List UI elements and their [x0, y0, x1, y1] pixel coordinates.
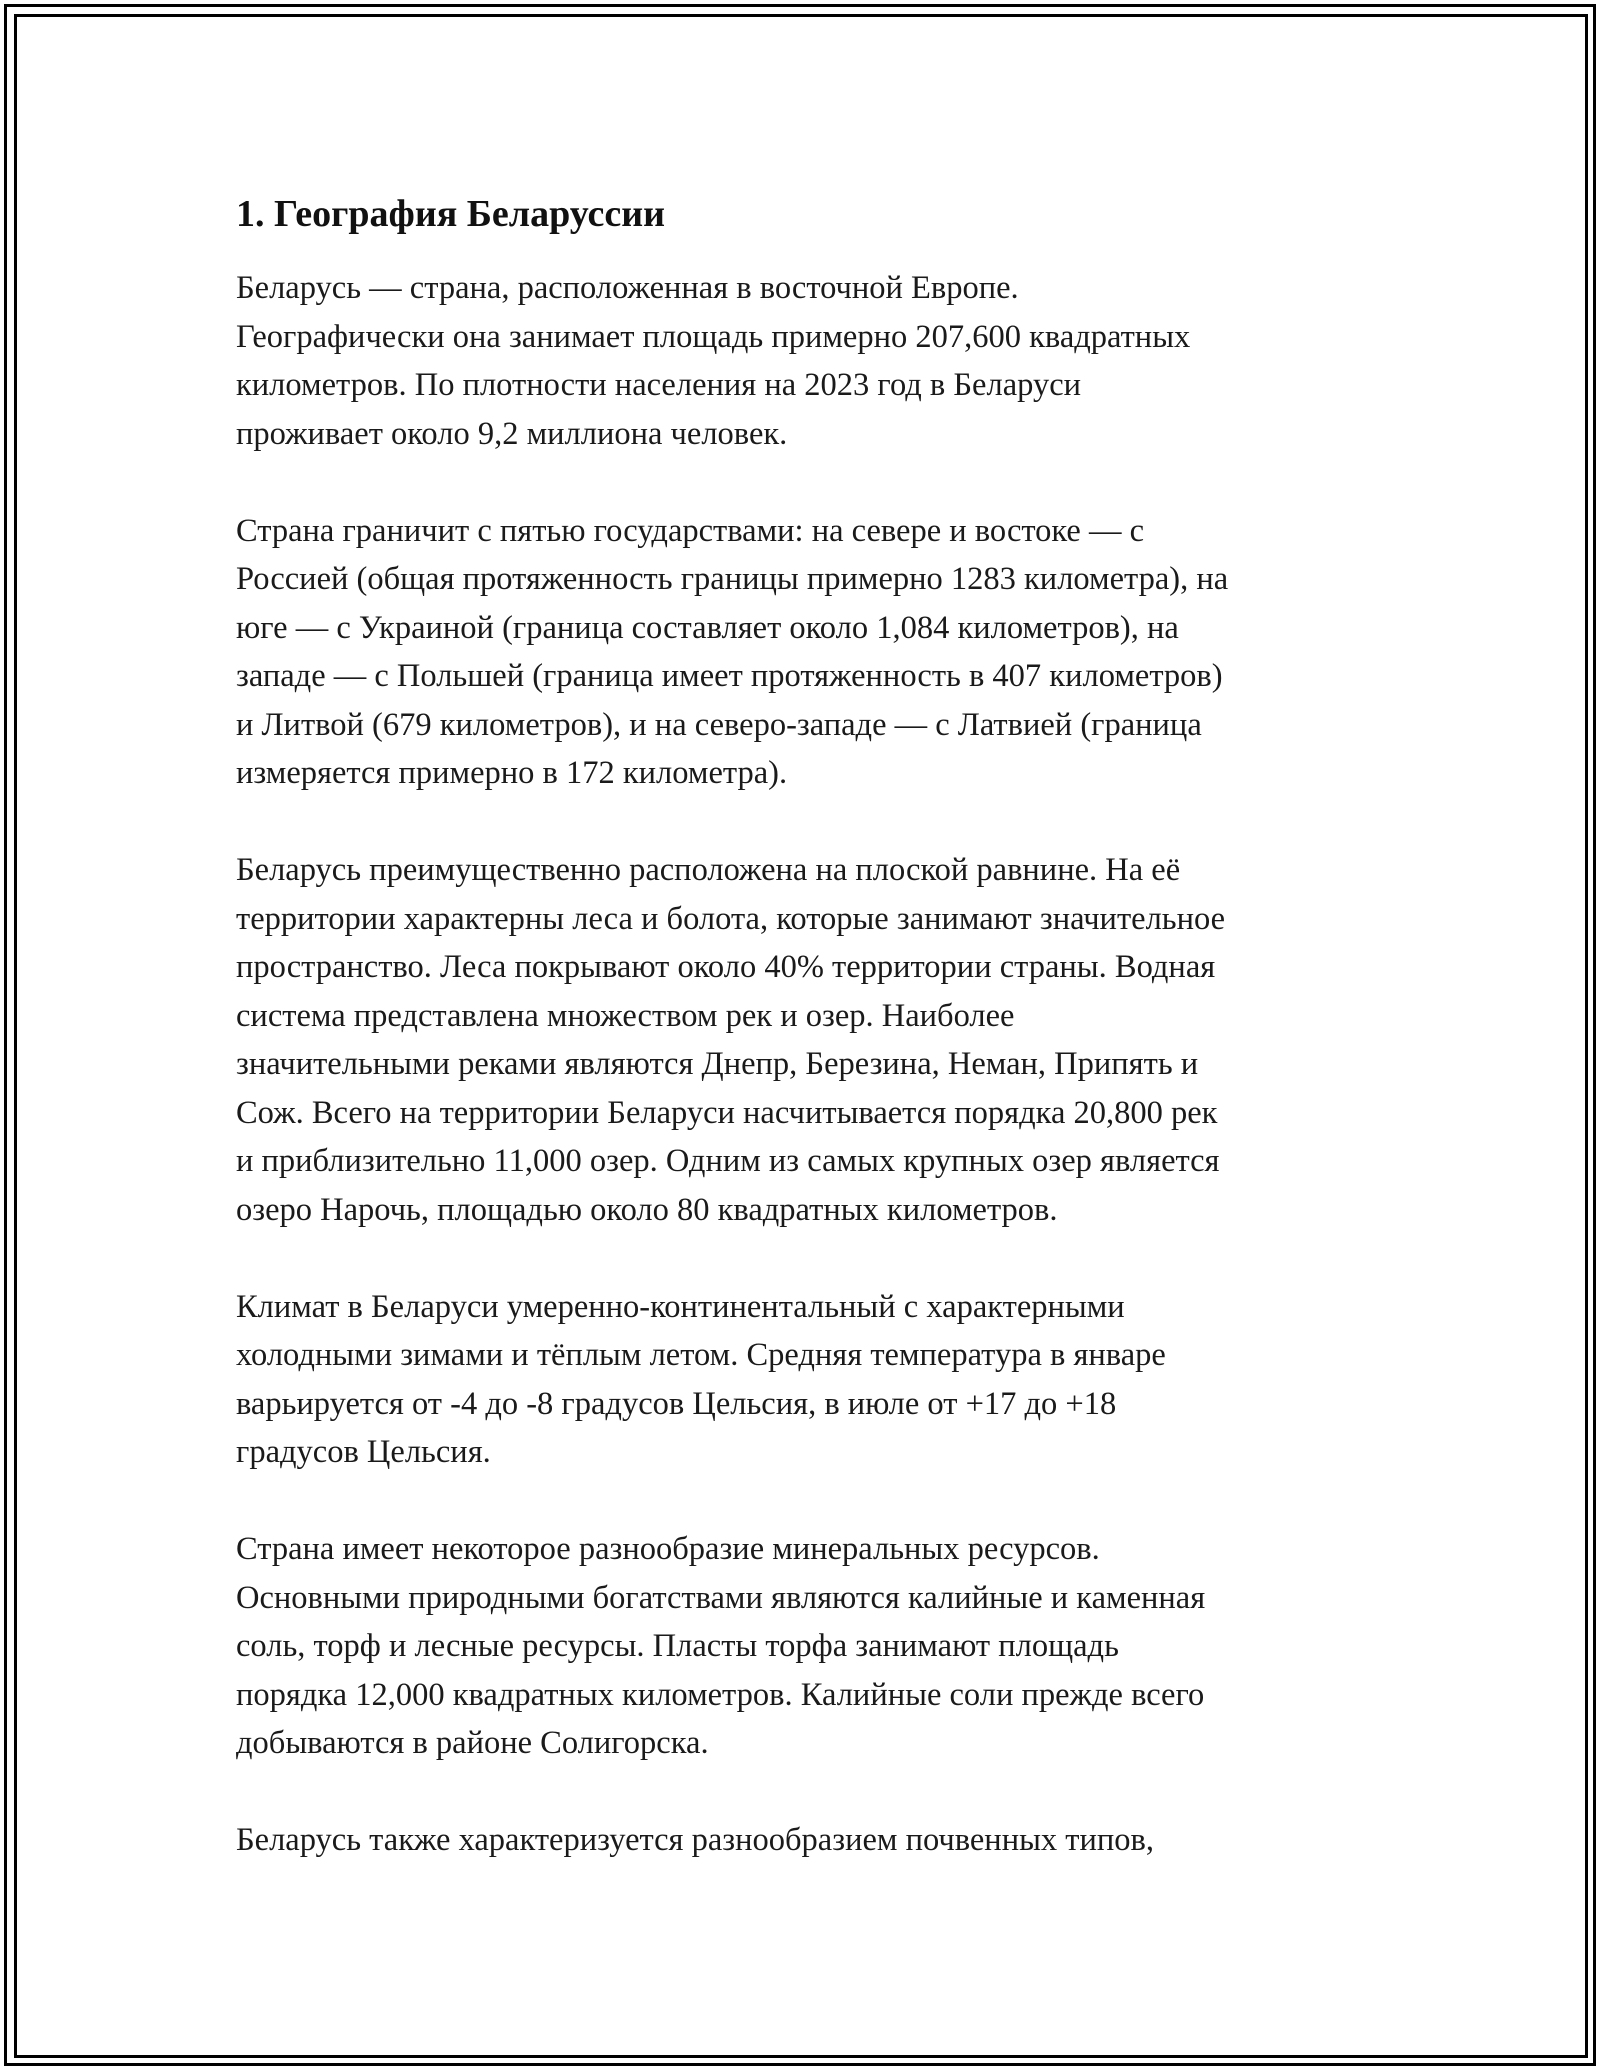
- paragraph-line: километров. По плотности населения на 2023 год в Беларуси: [236, 367, 1082, 403]
- paragraph-line: добываются в районе Солигорска.: [236, 1725, 709, 1761]
- paragraph-line: Основными природными богатствами являются калийные и каменная: [236, 1579, 1206, 1616]
- paragraph-line: измеряется примерно в 172 километра).: [236, 755, 788, 791]
- paragraph-line: система представлена множеством рек и озер. Наиболее: [236, 997, 1015, 1034]
- paragraph-line: Сож. Всего на территории Беларуси насчитывается порядка 20,800 рек: [236, 1094, 1218, 1131]
- paragraph-line: проживает около 9,2 миллиона человек.: [236, 415, 788, 452]
- paragraph-line: Страна имеет некоторое разнообразие минеральных ресурсов.: [236, 1531, 1100, 1567]
- paragraph-area-population: [236, 264, 1366, 458]
- paragraph-line: варьируется от -4 до -8 градусов Цельсия, в июле от +17 до +18: [236, 1385, 1117, 1422]
- paragraph-line: значительными реками являются Днепр, Березина, Неман, Припять и: [236, 1046, 1199, 1082]
- paragraph-relief-water: [236, 846, 1366, 1234]
- paragraph-line: пространство. Леса покрывают около 40% территории страны. Водная: [236, 949, 1216, 985]
- paragraph-line: западе — с Польшей (граница имеет протяженность в 407 километров): [236, 658, 1223, 694]
- paragraph-line: и Литвой (679 километров), и на северо-западе — с Латвией (граница: [236, 706, 1202, 743]
- paragraph-soils: [236, 1816, 1366, 1865]
- paragraph-line: Страна граничит с пятью государствами: на севере и востоке — с: [236, 512, 1145, 549]
- paragraph-line: Беларусь — страна, расположенная в восточной Европе.: [236, 270, 1019, 306]
- paragraph-resources: [236, 1525, 1366, 1768]
- paragraph-line: холодными зимами и тёплым летом. Средняя температура в январе: [236, 1337, 1166, 1373]
- document-body: [236, 190, 1366, 1913]
- paragraph-line: озеро Нарочь, площадью около 80 квадратных километров.: [236, 1191, 1058, 1228]
- paragraph-line: юге — с Украиной (граница составляет около 1,084 километров), на: [236, 609, 1179, 646]
- paragraph-line: градусов Цельсия.: [236, 1434, 491, 1470]
- paragraph-line: Беларусь также характеризуется разнообразием почвенных типов,: [236, 1822, 1155, 1858]
- paragraph-line: Россией (общая протяженность границы примерно 1283 километра), на: [236, 561, 1229, 597]
- paragraph-line: порядка 12,000 квадратных километров. Калийные соли прежде всего: [236, 1676, 1205, 1713]
- paragraph-line: территории характерны леса и болота, которые занимают значительное: [236, 900, 1226, 937]
- paragraph-line: Беларусь преимущественно расположена на плоской равнине. На её: [236, 852, 1181, 888]
- paragraph-line: соль, торф и лесные ресурсы. Пласты торфа занимают площадь: [236, 1628, 1119, 1664]
- paragraph-line: Географически она занимает площадь примерно 207,600 квадратных: [236, 318, 1191, 355]
- paragraph-line: и приблизительно 11,000 озер. Одним из самых крупных озер является: [236, 1143, 1220, 1179]
- paragraph-borders: [236, 507, 1366, 798]
- page-title: 1. География Беларуссии: [236, 193, 666, 235]
- paragraph-line: Климат в Беларуси умеренно-континентальный с характерными: [236, 1288, 1125, 1325]
- paragraph-climate: [236, 1283, 1366, 1477]
